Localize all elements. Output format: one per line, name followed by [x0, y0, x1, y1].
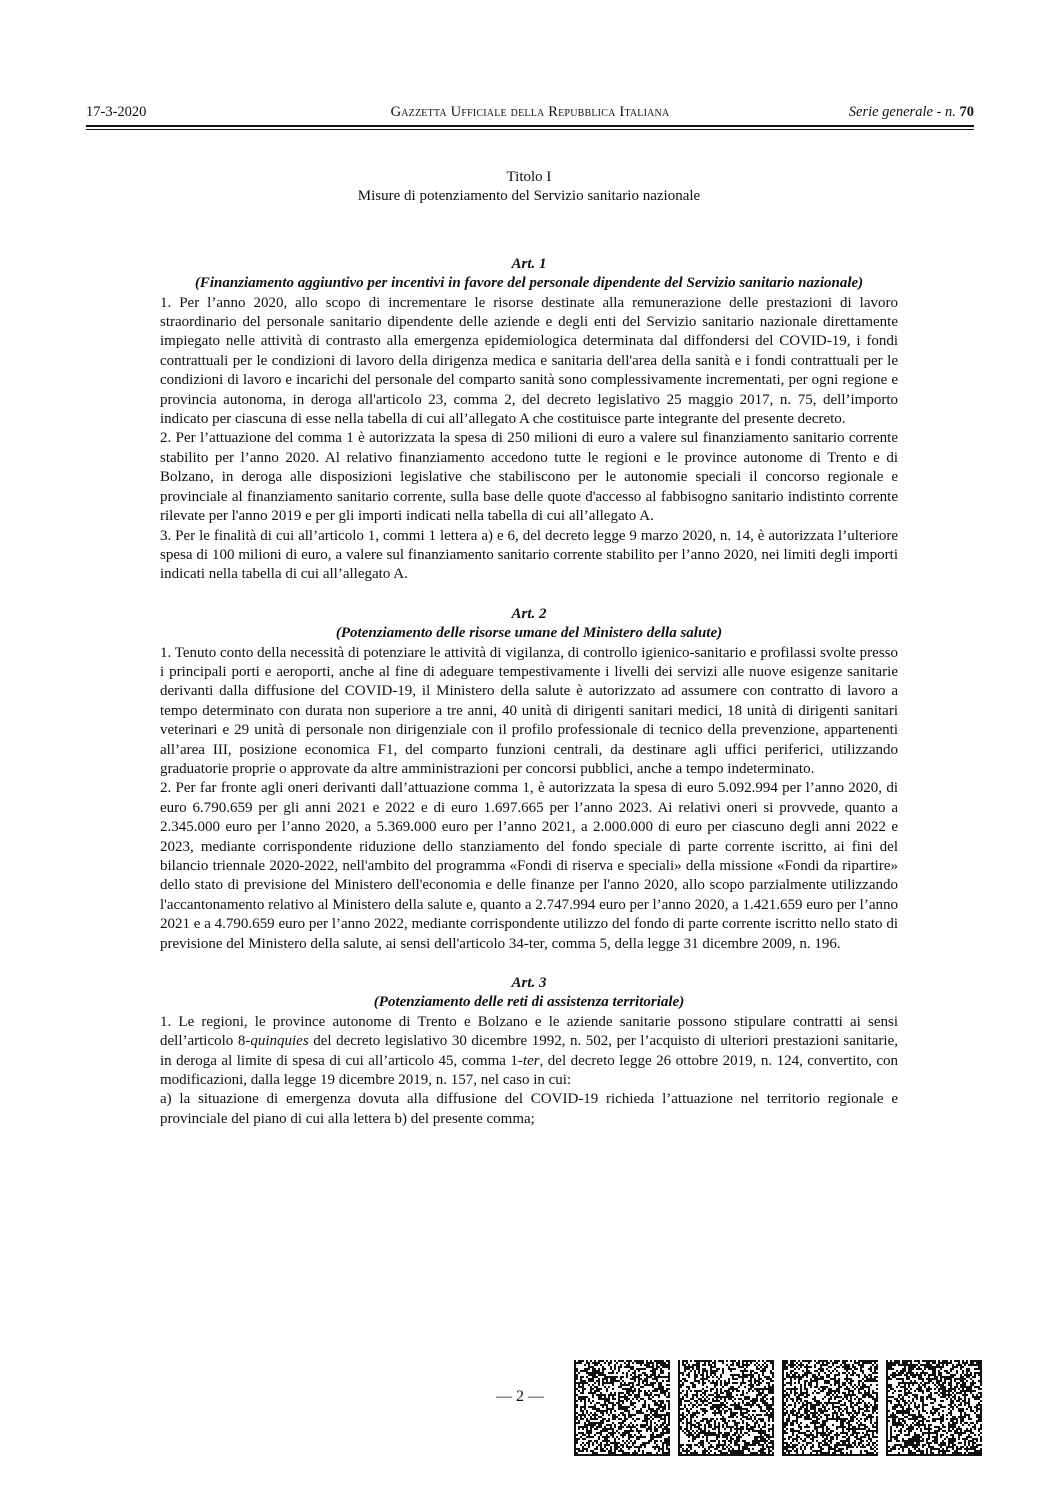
article-paragraph: 1. Tenuto conto della necessità di potenziare le attività di vigilanza, di controllo igienico-sanitario e profilassi svolte presso i principali porti e aeroporti, anche al fine di adeguare tempestivamente i livelli dei servizi alle nuove esigenze sanitarie derivanti dalla diffusione del COVID-19, il Ministero della salute è autorizzato ad assumere con contratto di lavoro a tempo determinato con durata non superiore a tre anni, 40 unità di dirigenti sanitari medici, 18 unità di dirigenti sanitari veterinari e 29 unità di personale non dirigenziale con il profilo professionale di tecnico della prevenzione, appartenenti all’area III, posizione economica F1, del comparto funzioni centrali, da destinare agli uffici periferici, utilizzando graduatorie proprie o approvate da altre amministrazioni per concorsi pubblici, anche a tempo indeterminato. [160, 644, 898, 777]
article-3 [160, 974, 898, 1129]
page-number: — 2 — [496, 1388, 544, 1405]
article-paragraph: 1. Per l’anno 2020, allo scopo di incrementare le risorse destinate alla remunerazione delle prestazioni di lavoro straordinario del personale sanitario dipendente delle aziende e degli enti del Servizio sanitario nazionale direttamente impiegato nelle attività di contrasto alla emergenza epidemiologica determinata dal diffondersi del COVID-19, i fondi contrattuali per le condizioni di lavoro della dirigenza medica e sanitaria dell'area della sanità e i fondi contrattuali per le condizioni di lavoro e incarichi del personale del comparto sanità sono complessivamente incrementati, per ogni regione e provincia autonoma, in deroga all'articolo 23, comma 2, del decreto legislativo 25 maggio 2017, n. 75, dell’importo indicato per ciascuna di esse nella tabella di cui all’allegato A che costituisce parte integrante del presente decreto. [160, 294, 898, 428]
barcode-icon [886, 1360, 982, 1456]
header-serie [849, 104, 974, 121]
barcode-icon [678, 1360, 774, 1456]
article-title: (Potenziamento delle risorse umane del Ministero della salute) [335, 625, 723, 642]
article-number: Art. 3 [511, 975, 547, 992]
article-paragraph: 2. Per far fronte agli oneri derivanti dall’attuazione comma 1, è autorizzata la spesa di euro 5.092.994 per l’anno 2020, di euro 6.790.659 per gli anni 2021 e 2022 e di euro 1.697.665 per l’anno 2023. Ai relativi oneri si provvede, quanto a 2.345.000 euro per l’anno 2020, a 5.369.000 euro per l’anno 2021, a 2.000.000 di euro per ciascuno degli anni 2022 e 2023, mediante corrispondente riduzione dello stanziamento del fondo speciale di parte corrente iscritto, ai fini del bilancio triennale 2020-2022, nell'ambito del programma «Fondi di riserva e speciali» della missione «Fondi da ripartire» dello stato di previsione del Ministero dell'economia e delle finanze per l'anno 2020, allo scopo parzialmente utilizzando l'accantonamento relativo al Ministero della salute e, quanto a 2.747.994 euro per l’anno 2020, a 1.421.659 euro per l’anno 2021 e a 4.790.659 euro per l’anno 2022, mediante corrispondente utilizzo del fondo di parte corrente iscritto nello stato di previsione del Ministero della salute, ai sensi dell'articolo 34-ter, comma 5, della legge 31 dicembre 2009, n. 196. [160, 780, 898, 952]
titolo-subtitle: Misure di potenziamento del Servizio sanitario nazionale [357, 188, 701, 205]
article-paragraph: 3. Per le finalità di cui all’articolo 1, commi 1 lettera a) e 6, del decreto legge 9 marzo 2020, n. 14, è autorizzata l’ulteriore spesa di 100 milioni di euro, a valere sul finanziamento sanitario corrente stabilito per l’anno 2020, nei limiti degli importi indicati nella tabella di cui all’allegato A. [160, 527, 898, 583]
header-publication-title: Gazzetta Ufficiale della Repubblica Italiana [390, 104, 670, 120]
page-header [86, 104, 974, 124]
article-paragraph: 1. Le regioni, le province autonome di Trento e Bolzano e le aziende sanitarie possono stipulare contratti ai sensi dell’articolo 8-quinquies del decreto legislativo 30 dicembre 1992, n. 502, per l’acquisto di ulteriori prestazioni sanitarie, in deroga al limite di spesa di cui all’articolo 45, comma 1-ter, del decreto legge 26 ottobre 2019, n. 124, convertito, con modificazioni, dalla legge 19 dicembre 2019, n. 157, nel caso in cui: [160, 1013, 898, 1089]
article-1 [160, 255, 898, 585]
barcode-icon [782, 1360, 878, 1456]
article-paragraph: a) la situazione di emergenza dovuta alla diffusione del COVID-19 richieda l’attuazione nel territorio regionale e provinciale del piano di cui alla lettera b) del presente comma; [160, 1091, 898, 1127]
header-date: 17-3-2020 [86, 104, 147, 120]
header-rule-thin [86, 129, 974, 130]
article-paragraph: 2. Per l’attuazione del comma 1 è autorizzata la spesa di 250 milioni di euro a valere sul finanziamento sanitario corrente stabilito per l’anno 2020. Al relativo finanziamento accedono tutte le regioni e le province autonome di Trento e di Bolzano, in deroga alle disposizioni legislative che stabiliscono per le autonomie speciali il concorso regionale e provinciale al finanziamento sanitario corrente, sulla base delle quote d'accesso al fabbisogno sanitario indistinto corrente rilevate per l'anno 2019 e per gli importi indicati nella tabella di cui all’allegato A. [160, 430, 898, 525]
article-title: (Potenziamento delle reti di assistenza territoriale) [373, 994, 685, 1011]
article-title: (Finanziamento aggiuntivo per incentivi in favore del personale dipendente del Servizio sanitario nazionale) [194, 275, 864, 292]
article-2 [160, 605, 898, 954]
barcode-icon [574, 1360, 670, 1456]
header-serie-label: Serie generale - n. [848, 104, 956, 120]
datamatrix-codes [574, 1360, 982, 1456]
article-number: Art. 1 [511, 255, 547, 272]
article-number: Art. 2 [511, 605, 547, 622]
document-body [160, 168, 898, 1129]
titolo-label: Titolo I [506, 169, 552, 185]
header-issue-number: 70 [959, 104, 974, 120]
header-rule-thick [86, 125, 974, 127]
